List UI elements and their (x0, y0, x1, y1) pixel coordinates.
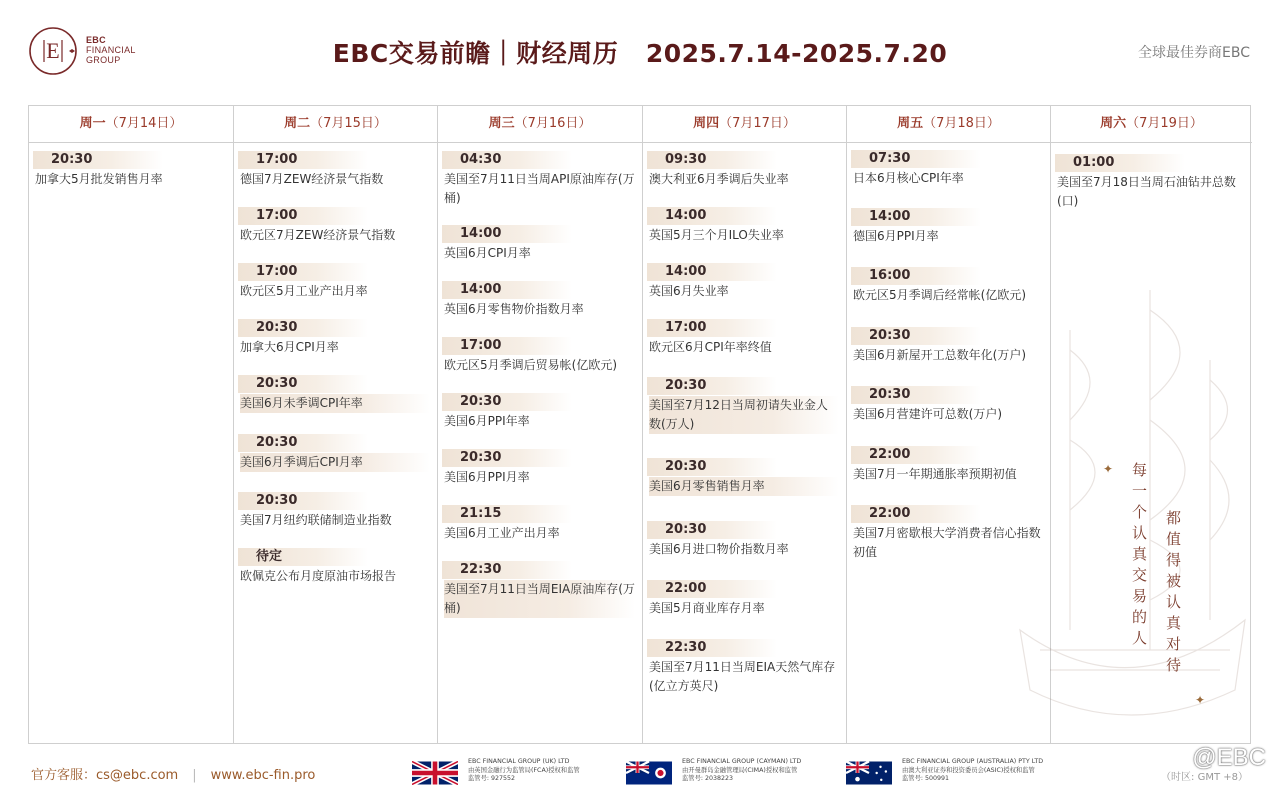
event-name: 日本6月核心CPI年率 (853, 171, 964, 185)
day-date: （7月14日） (105, 116, 183, 131)
event-name: 美国6月新屋开工总数年化(万户) (853, 348, 1026, 362)
event-time: 20:30 (647, 458, 777, 476)
regulator-no: 监管号: 500991 (902, 775, 950, 783)
event-time: 20:30 (851, 327, 981, 345)
event-time: 01:00 (1055, 154, 1185, 172)
day-column (234, 106, 438, 743)
contact-info: 官方客服：cs@ebc.com | www.ebc-fin.pro (31, 768, 316, 783)
page-title: EBC交易前瞻｜财经周历 2025.7.14-2025.7.20 (332, 39, 948, 68)
event-name: 英国6月失业率 (649, 284, 729, 298)
day-name: 周三 (488, 116, 515, 131)
event-time: 22:00 (647, 580, 777, 598)
event-name: 德国7月ZEW经济景气指数 (240, 172, 384, 186)
event-name: 美国至7月11日当周EIA原油库存(万桶) (444, 580, 635, 618)
motto-line-1: 每一个认真交易的人 (1130, 462, 1148, 651)
regulator-name: EBC FINANCIAL GROUP (CAYMAN) LTD (682, 758, 802, 765)
regulator-desc: 由开曼群岛金融管理局(CIMA)授权和监管 (682, 766, 798, 774)
timezone-note: （时区: GMT +8） (1161, 772, 1248, 783)
event-name: 澳大利亚6月季调后失业率 (649, 172, 789, 186)
event-name: 美国6月PPI月率 (444, 470, 530, 484)
cayman-flag-icon (626, 761, 672, 785)
event-name: 美国6月零售销售月率 (649, 477, 839, 496)
event-time: 22:30 (442, 561, 572, 579)
event-name: 英国6月CPI月率 (444, 246, 531, 260)
event-time: 21:15 (442, 505, 572, 523)
website-link[interactable]: www.ebc-fin.pro (210, 768, 316, 783)
event-name: 欧元区5月季调后贸易帐(亿欧元) (444, 358, 617, 372)
event-time: 20:30 (238, 319, 368, 337)
social-handle: @EBC (1192, 744, 1266, 771)
event-time: 20:30 (238, 492, 368, 510)
event-time: 14:00 (647, 263, 777, 281)
day-name: 周二 (284, 116, 311, 131)
event-name: 美国至7月18日当周石油钻井总数(口) (1057, 175, 1236, 208)
logo-line-1: EBC (86, 35, 106, 45)
day-header (438, 106, 642, 143)
day-column (438, 106, 643, 743)
event-time: 07:30 (851, 150, 981, 168)
event-name: 欧元区6月CPI年率终值 (649, 340, 772, 354)
event-time: 20:30 (442, 449, 572, 467)
day-header (29, 106, 233, 143)
event-time: 14:00 (647, 207, 777, 225)
day-name: 周六 (1100, 116, 1127, 131)
event-time: 09:30 (647, 151, 777, 169)
logo-line-3: GROUP (86, 55, 121, 65)
logo-line-2: FINANCIAL (86, 45, 136, 55)
day-column (643, 106, 847, 743)
event-time: 04:30 (442, 151, 572, 169)
event-name: 加拿大6月CPI月率 (240, 340, 339, 354)
event-time: 20:30 (647, 521, 777, 539)
event-name: 美国至7月12日当周初请失业金人数(万人) (649, 396, 839, 434)
day-name: 周一 (79, 116, 106, 131)
regulator-text (468, 758, 580, 784)
event-name: 美国6月未季调CPI年率 (240, 394, 430, 413)
regulator-text (682, 758, 801, 784)
australia-flag-icon (846, 761, 892, 785)
event-time: 20:30 (851, 386, 981, 404)
event-time: 20:30 (442, 393, 572, 411)
event-name: 欧元区5月工业产出月率 (240, 284, 368, 298)
event-name: 英国6月零售物价指数月率 (444, 302, 584, 316)
day-header (643, 106, 846, 143)
footer (0, 744, 1280, 800)
event-time: 17:00 (647, 319, 777, 337)
event-time: 17:00 (238, 263, 368, 281)
event-name: 美国6月进口物价指数月率 (649, 542, 789, 556)
event-name: 欧佩克公布月度原油市场报告 (240, 569, 397, 583)
event-time: 14:00 (442, 281, 572, 299)
event-time: 22:00 (851, 505, 981, 523)
motto-line-2: 都值得被认真对待 (1164, 510, 1182, 678)
day-header (847, 106, 1050, 143)
event-name: 英国5月三个月ILO失业率 (649, 228, 784, 242)
event-name: 美国6月工业产出月率 (444, 526, 560, 540)
motto-star-icon: ✦ (1195, 693, 1206, 707)
event-time: 20:30 (647, 377, 777, 395)
regulator-text (902, 758, 1043, 784)
day-header (1051, 106, 1252, 143)
day-column (29, 106, 234, 743)
day-name: 周四 (693, 116, 720, 131)
event-time: 22:00 (851, 446, 981, 464)
event-time: 14:00 (442, 225, 572, 243)
event-time: 22:30 (647, 639, 777, 657)
event-name: 美国至7月11日当周EIA天然气库存(亿立方英尺) (649, 660, 836, 693)
event-name: 美国7月一年期通胀率预期初值 (853, 467, 1017, 481)
slogan: 全球最佳券商EBC (1138, 45, 1250, 61)
event-name: 欧元区5月季调后经常帐(亿欧元) (853, 288, 1026, 302)
event-name: 美国5月商业库存月率 (649, 601, 765, 615)
event-time: 14:00 (851, 208, 981, 226)
day-name: 周五 (897, 116, 924, 131)
regulator-no: 监管号: 2038223 (682, 775, 734, 783)
day-date: （7月19日） (1126, 116, 1203, 131)
svg-text:E: E (46, 38, 60, 63)
day-date: （7月17日） (719, 116, 796, 131)
header (0, 0, 1280, 104)
event-name: 德国6月PPI月率 (853, 229, 939, 243)
regulator-desc: 由英国金融行为监管局(FCA)授权和监管 (468, 766, 580, 774)
event-time: 16:00 (851, 267, 981, 285)
regulator-name: EBC FINANCIAL GROUP (UK) LTD (468, 758, 570, 765)
event-name: 美国7月纽约联储制造业指数 (240, 513, 392, 527)
event-name: 美国6月PPI年率 (444, 414, 530, 428)
day-date: （7月18日） (923, 116, 1000, 131)
event-time: 17:00 (238, 207, 368, 225)
regulator-no: 监管号: 927552 (468, 775, 516, 783)
regulator-cayman (626, 758, 836, 794)
event-name: 美国至7月11日当周API原油库存(万桶) (444, 172, 635, 205)
day-header (234, 106, 437, 143)
contact-email[interactable]: 官方客服：cs@ebc.com (31, 768, 179, 783)
regulator-uk (412, 758, 617, 794)
event-time: 20:30 (238, 375, 368, 393)
day-date: （7月16日） (514, 116, 592, 131)
event-time: 17:00 (442, 337, 572, 355)
regulator-desc: 由澳大利亚证券和投资委员会(ASIC)授权和监管 (902, 766, 1035, 774)
event-name: 美国6月营建许可总数(万户) (853, 407, 1002, 421)
regulator-name: EBC FINANCIAL GROUP (AUSTRALIA) PTY LTD (902, 758, 1044, 765)
event-time: 20:30 (33, 151, 163, 169)
event-time: 待定 (238, 548, 368, 566)
regulator-australia (846, 758, 1076, 794)
event-time: 20:30 (238, 434, 368, 452)
uk-flag-icon (412, 761, 458, 785)
event-name: 美国7月密歇根大学消费者信心指数初值 (853, 526, 1041, 559)
day-date: （7月15日） (310, 116, 387, 131)
motto-star-icon: ✦ (1103, 462, 1114, 476)
event-time: 17:00 (238, 151, 368, 169)
event-name: 美国6月季调后CPI月率 (240, 453, 430, 472)
event-name: 欧元区7月ZEW经济景气指数 (240, 228, 396, 242)
event-name: 加拿大5月批发销售月率 (35, 172, 163, 186)
